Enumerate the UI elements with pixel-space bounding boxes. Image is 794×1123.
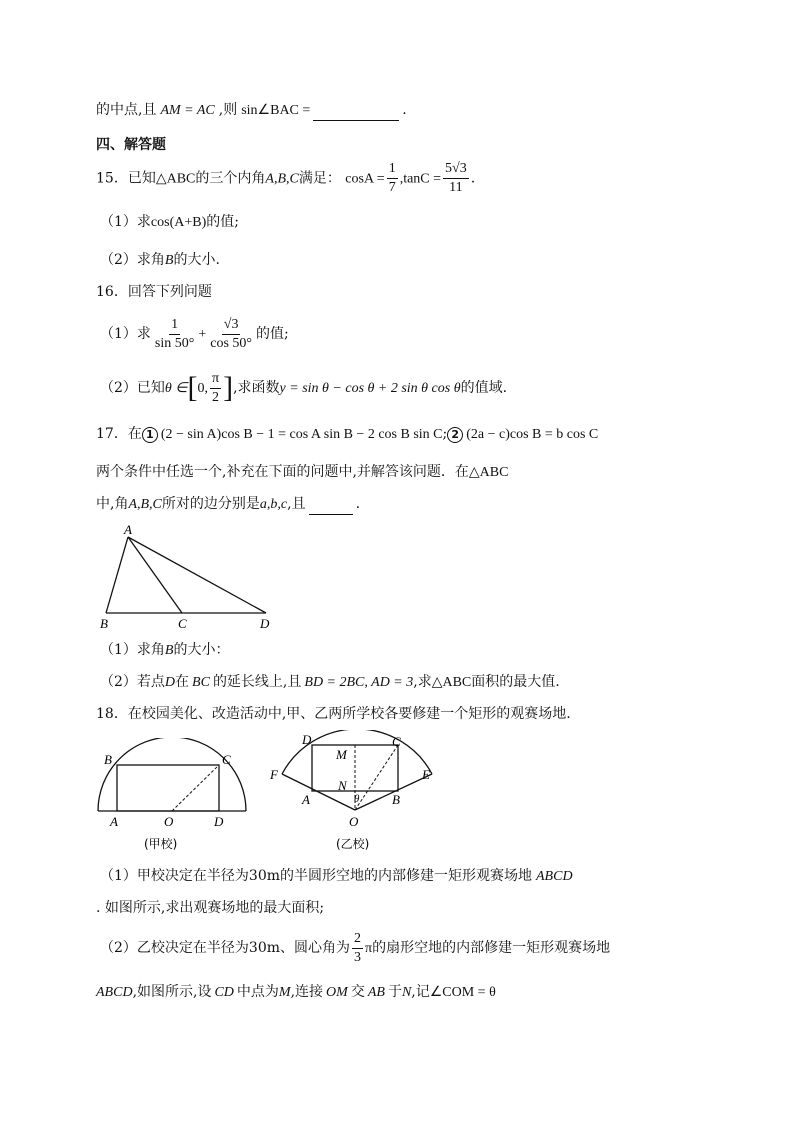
q17-line3: 中,角A,B,C所对的边分别是a,b,c,且 . <box>96 494 360 515</box>
text-fragment: . <box>402 102 407 118</box>
label-E: E <box>422 767 430 782</box>
q15-part1 <box>100 212 239 233</box>
fraction-denominator: cos 50° <box>210 335 253 351</box>
fraction-denominator: 7 <box>388 180 396 195</box>
fraction <box>153 316 196 353</box>
text-fragment: . <box>470 170 476 187</box>
interval-bracket-right: ] <box>223 371 234 404</box>
rectangle-ABCD <box>117 765 219 811</box>
fraction <box>210 370 221 407</box>
q18-part2-line2 <box>96 982 496 1003</box>
label-B: B <box>104 752 112 767</box>
text-fragment: ,如图所示,设 <box>132 984 212 1000</box>
text-fragment: ,求函数 <box>233 380 280 396</box>
text-fragment: 17．在 <box>96 426 142 442</box>
fraction-denominator: 2 <box>212 389 220 405</box>
q15-stem <box>96 160 475 198</box>
label-A: A <box>302 792 310 807</box>
text-fragment: （1）求角 <box>100 642 165 658</box>
label-C: C <box>222 752 231 767</box>
fraction <box>387 160 398 197</box>
math-expr: , AD = 3 <box>364 675 414 690</box>
math-expr: sin∠BAC = <box>241 103 311 118</box>
label-theta: θ <box>354 793 360 805</box>
label-M: M <box>336 747 347 762</box>
semicircle-arc <box>98 738 246 811</box>
fraction-numerator: 1 <box>387 160 398 179</box>
fraction-denominator: 3 <box>354 949 361 965</box>
text-fragment: ,记 <box>411 984 430 1000</box>
text-fragment: ,连接 <box>290 984 324 1000</box>
math-expr: OM <box>326 985 348 1000</box>
math-expr: AM = AC <box>160 103 215 118</box>
text-fragment: 15．已知 <box>96 170 156 187</box>
text-fragment: 面积的最大值. <box>471 674 560 690</box>
text-fragment: 的值; <box>206 214 239 230</box>
circled-number-1: 1 <box>142 427 158 443</box>
math-expr: A,B,C <box>265 171 299 187</box>
math-expr: y = sin θ − cos θ + 2 sin θ cos θ <box>279 381 461 396</box>
semicircle-figure <box>92 738 252 858</box>
label-A: A <box>124 524 132 537</box>
q16-part2 <box>100 367 507 410</box>
fraction <box>443 160 469 197</box>
text-fragment: 的值; <box>256 326 289 342</box>
math-expr: 0, <box>197 381 208 396</box>
text-fragment: （1）求 <box>100 326 151 342</box>
text-fragment: 的中点,且 <box>96 102 157 118</box>
answer-blank <box>313 106 399 121</box>
q17-stem <box>96 424 598 445</box>
text-fragment: 满足： <box>298 170 341 187</box>
math-expr: AB <box>367 985 385 1000</box>
math-var: B <box>164 643 174 658</box>
answer-blank <box>309 500 353 515</box>
math-var: N <box>401 985 412 1000</box>
math-var: D <box>164 675 176 690</box>
math-expr: (2 − sin A)cos B − 1 = cos A sin B − 2 cos B sin C <box>160 427 443 442</box>
segment-AD <box>128 537 266 613</box>
label-O: O <box>164 814 174 829</box>
segment-AB <box>106 537 128 613</box>
text-fragment: （2）乙校决定在半径为30m、圆心角为 <box>100 940 350 956</box>
sector-figure <box>266 730 446 855</box>
text-fragment: （2）若点 <box>100 674 165 690</box>
text-fragment: 的大小： <box>173 642 230 658</box>
math-expr: △ABC <box>468 465 509 480</box>
fraction-numerator: π <box>210 370 221 389</box>
fraction-numerator: √3 <box>222 316 241 335</box>
interval-bracket-left: [ <box>187 371 198 404</box>
math-expr: cos(A+B) <box>150 215 207 230</box>
math-expr: cosA = <box>345 171 385 187</box>
text-fragment: 在 <box>175 674 190 690</box>
text-fragment: 中,角 <box>96 496 129 512</box>
text-fragment: ,则 <box>218 102 238 118</box>
q16-stem: 16．回答下列问题 <box>96 284 212 300</box>
figure-caption: (甲校) <box>144 837 178 851</box>
q18-part1-line2: . 如图所示,求出观赛场地的最大面积; <box>96 900 325 916</box>
q18-part1-line1 <box>100 866 573 887</box>
label-D: D <box>214 814 224 829</box>
math-var: M <box>278 985 291 1000</box>
text-fragment: ; <box>442 426 448 442</box>
text-fragment: 的大小. <box>173 252 220 268</box>
label-C: C <box>392 734 401 749</box>
math-expr: △ABC <box>155 171 196 187</box>
math-expr: CD <box>214 985 234 1000</box>
text-line-top <box>96 100 407 121</box>
math-expr: ABCD <box>536 869 573 884</box>
fraction-numerator: 5√3 <box>443 160 469 179</box>
label-D: D <box>260 616 270 631</box>
triangle-figure <box>94 524 284 636</box>
math-expr: ,tanC = <box>399 171 442 187</box>
fraction-numerator: 2 <box>352 930 363 949</box>
label-F: F <box>270 767 278 782</box>
label-O: O <box>349 814 359 829</box>
math-var: π <box>365 941 373 956</box>
q15-part2 <box>100 250 220 271</box>
label-D: D <box>302 732 312 747</box>
section-heading: 四、解答题 <box>96 137 166 153</box>
text-fragment: ,求 <box>413 674 432 690</box>
label-N: N <box>338 778 347 793</box>
figure-caption: (乙校) <box>336 837 370 851</box>
q18-part2-line1 <box>100 926 610 971</box>
fraction <box>352 930 363 967</box>
text-fragment: 中点为 <box>236 984 279 1000</box>
math-expr: ∠COM = θ <box>429 985 496 1000</box>
q17-part1 <box>100 640 229 661</box>
math-expr: BC <box>192 675 210 690</box>
text-fragment: （2）已知 <box>100 380 165 396</box>
math-expr: BD = 2BC <box>304 675 365 690</box>
math-expr: △ABC <box>431 675 472 690</box>
math-expr: a,b,c <box>259 497 288 512</box>
math-expr: ABCD <box>96 985 133 1000</box>
fraction <box>208 316 254 353</box>
text-fragment: （1）甲校决定在半径为30m的半圆形空地的内部修建一矩形观赛场地 <box>100 868 532 884</box>
text-fragment: 的延长线上,且 <box>212 674 302 690</box>
label-C: C <box>178 616 187 631</box>
math-expr: A,B,C <box>128 497 162 512</box>
q18-stem: 18．在校园美化、改造活动中,甲、乙两所学校各要修建一个矩形的观赛场地. <box>96 706 571 722</box>
segment-OC <box>172 765 219 811</box>
text-fragment: 的扇形空地的内部修建一矩形观赛场地 <box>372 940 611 956</box>
q17-line2 <box>96 462 508 483</box>
fraction-numerator: 1 <box>169 316 180 335</box>
q16-part1 <box>100 313 289 356</box>
text-fragment: 的值域. <box>460 380 508 396</box>
text-fragment: 交 <box>350 984 365 1000</box>
circled-number-2: 2 <box>447 427 463 443</box>
label-B: B <box>100 616 108 631</box>
text-fragment: ,且 <box>287 496 306 512</box>
math-var: B <box>164 253 174 268</box>
fraction-denominator: sin 50° <box>154 335 195 351</box>
math-expr: (2a − c)cos B = b cos C <box>466 427 599 442</box>
label-A: A <box>110 814 118 829</box>
math-expr: θ ∈ <box>164 381 188 396</box>
text-fragment: 于 <box>387 984 402 1000</box>
text-fragment: 的三个内角 <box>195 170 266 187</box>
q17-part2 <box>100 672 560 693</box>
label-B: B <box>392 792 400 807</box>
text-fragment: 两个条件中任选一个,补充在下面的问题中,并解答该问题．在 <box>96 464 469 480</box>
text-fragment: （1）求 <box>100 214 151 230</box>
fraction-denominator: 11 <box>449 180 463 195</box>
segment-AC <box>128 537 182 613</box>
text-fragment: 所对的边分别是 <box>161 496 260 512</box>
math-operator: + <box>198 327 207 342</box>
text-fragment: （2）求角 <box>100 252 165 268</box>
